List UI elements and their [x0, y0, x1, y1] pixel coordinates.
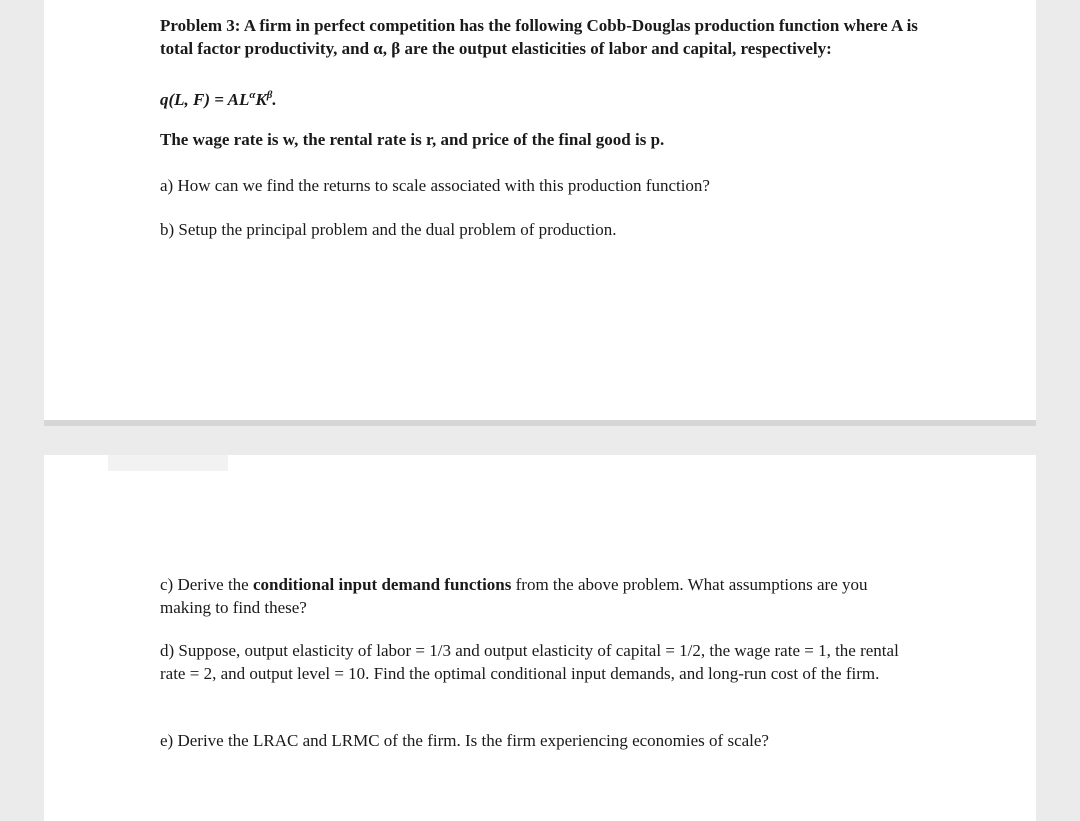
question-e: e) Derive the LRAC and LRMC of the firm. Is the firm experiencing economies of scale? [160, 731, 769, 750]
formula-term-k: K [255, 90, 267, 109]
formula-exponent-alpha: α [249, 89, 256, 101]
question-c-prefix: c) Derive the [160, 575, 253, 594]
problem-intro: Problem 3: A firm in perfect competition has the following Cobb-Douglas production function where A is total factor productivity, and α, β are the output elasticities of labor and capital, respectively: [160, 16, 918, 58]
page-divider [44, 420, 1036, 426]
formula-lhs: q(L, F) = [160, 90, 228, 109]
question-c [160, 573, 920, 619]
formula-exponent-beta: β [266, 89, 273, 101]
question-a: a) How can we find the returns to scale associated with this production function? [160, 176, 710, 195]
document-page-2 [44, 455, 1036, 821]
question-d: d) Suppose, output elasticity of labor = 1/3 and output elasticity of capital = 1/2, the wage rate = 1, the rental rate = 2, and output level = 10. Find the optimal conditional input demands, and long-run cost of the firm. [160, 641, 899, 683]
problem-givens: The wage rate is w, the rental rate is r, and price of the final good is p. [160, 130, 665, 149]
formula-term-al: AL [227, 90, 250, 109]
formula-period: . [272, 90, 277, 109]
production-function-formula [160, 84, 920, 111]
document-page-1 [44, 0, 1036, 420]
question-c-suffix: from the above problem. What assumptions are you making to find these? [160, 575, 868, 617]
question-c-emphasis: conditional input demand functions [252, 575, 512, 594]
question-b: b) Setup the principal problem and the dual problem of production. [160, 220, 617, 239]
page-header-shade [108, 455, 228, 471]
